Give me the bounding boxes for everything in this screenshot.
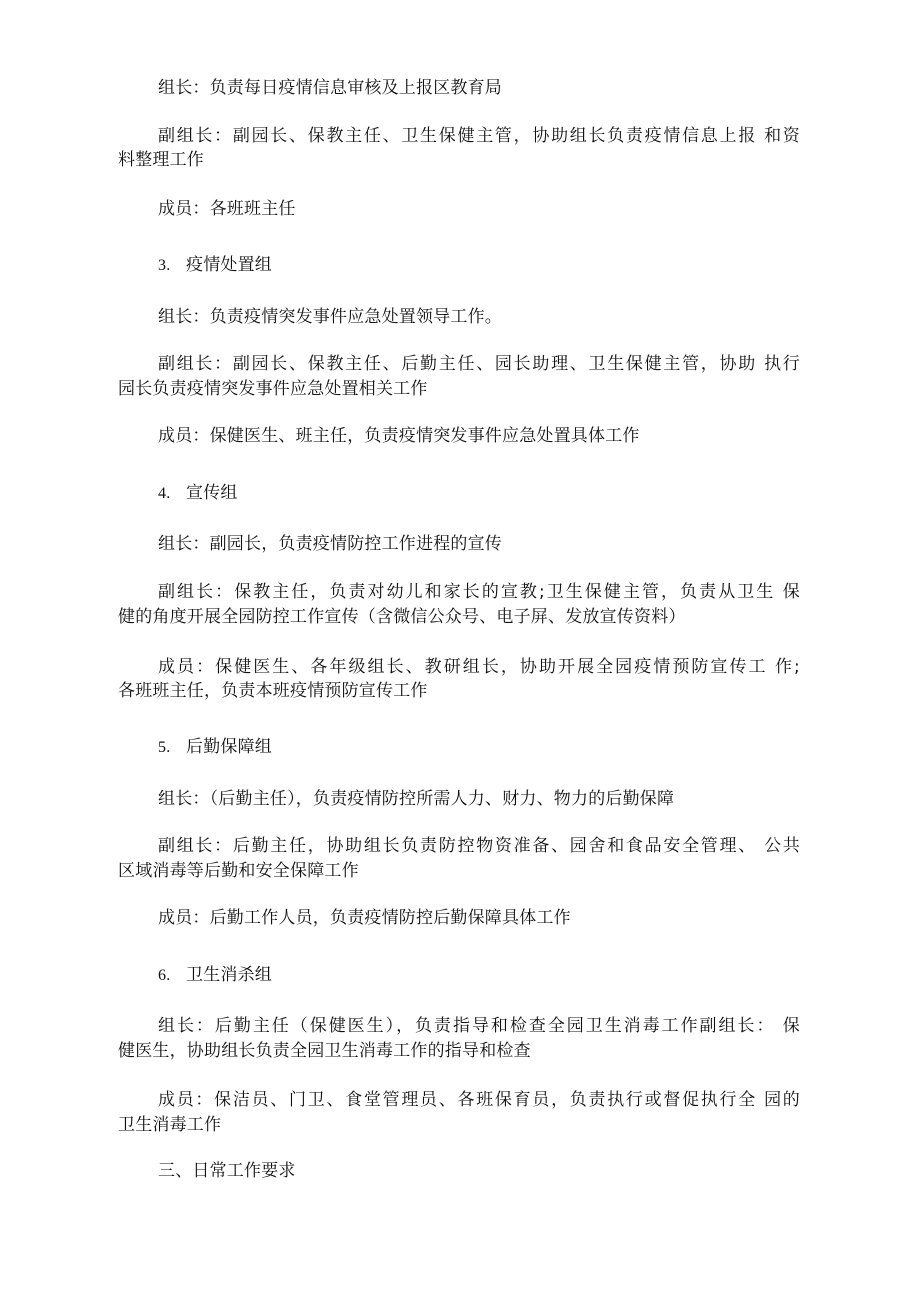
paragraph-members-line1: 成员：保健医生、各年级组长、教研组长，协助开展全园疫情预防宣传工 作;	[158, 657, 800, 677]
paragraph-deputy-leader-line1: 副组长：副园长、保教主任、后勤主任、园长助理、卫生保健主管，协助 执行	[158, 354, 800, 374]
paragraph-deputy-leader-line1: 副组长：副园长、保教主任、卫生保健主管，协助组长负责疫情信息上报 和资	[158, 126, 800, 146]
paragraph-deputy-leader-line2: 园长负责疫情突发事件应急处置相关工作	[118, 379, 428, 399]
paragraph-members-line1: 成员：保洁员、门卫、食堂管理员、各班保育员，负责执行或督促执行全 园的	[158, 1090, 800, 1110]
paragraph-leader-duty: 组长：（后勤主任），负责疫情防控所需人力、财力、物力的后勤保障	[158, 789, 675, 809]
paragraph-members-line2: 卫生消毒工作	[118, 1115, 222, 1135]
paragraph-deputy-leader-line2: 健的角度开展全园防控工作宣传（含微信公众号、电子屏、发放宣传资料）	[118, 607, 686, 627]
section-title: 宣传组	[186, 483, 238, 503]
paragraph-members: 成员：各班班主任	[158, 199, 296, 219]
paragraph-deputy-leader-line2: 料整理工作	[118, 150, 204, 170]
paragraph-deputy-leader-line1: 副组长：保教主任，负责对幼儿和家长的宣教;卫生保健主管，负责从卫生 保	[158, 582, 800, 602]
paragraph-leader-duty-line1: 组长：后勤主任（保健医生），负责指导和检查全园卫生消毒工作副组长： 保	[158, 1016, 800, 1036]
paragraph-members-line2: 各班班主任，负责本班疫情预防宣传工作	[118, 681, 428, 701]
section-heading-3	[158, 253, 272, 278]
paragraph-deputy-leader-line2: 区域消毒等后勤和安全保障工作	[118, 861, 359, 881]
paragraph-deputy-leader-line1: 副组长：后勤主任，协助组长负责防控物资准备、园舍和食品安全管理、 公共	[158, 836, 800, 856]
section-heading-daily-requirements: 三、日常工作要求	[158, 1161, 296, 1181]
paragraph-leader-duty: 组长：副园长，负责疫情防控工作进程的宣传	[158, 534, 502, 554]
section-number: 4.	[158, 485, 171, 502]
section-title: 疫情处置组	[186, 255, 272, 275]
paragraph-members: 成员：保健医生、班主任，负责疫情突发事件应急处置具体工作	[158, 426, 640, 446]
section-heading-4	[158, 481, 238, 506]
section-heading-5	[158, 735, 272, 760]
section-title: 后勤保障组	[186, 737, 272, 757]
section-number: 5.	[158, 739, 171, 756]
section-number: 3.	[158, 257, 171, 274]
paragraph-leader-duty-line2: 健医生，协助组长负责全园卫生消毒工作的指导和检查	[118, 1041, 531, 1061]
paragraph-leader-duty: 组长：负责疫情突发事件应急处置领导工作。	[158, 307, 502, 327]
section-title: 卫生消杀组	[186, 965, 272, 985]
section-heading-6	[158, 963, 272, 988]
paragraph-members: 成员：后勤工作人员，负责疫情防控后勤保障具体工作	[158, 908, 571, 928]
paragraph-leader-duty: 组长：负责每日疫情信息审核及上报区教育局	[158, 78, 502, 98]
section-number: 6.	[158, 967, 171, 984]
